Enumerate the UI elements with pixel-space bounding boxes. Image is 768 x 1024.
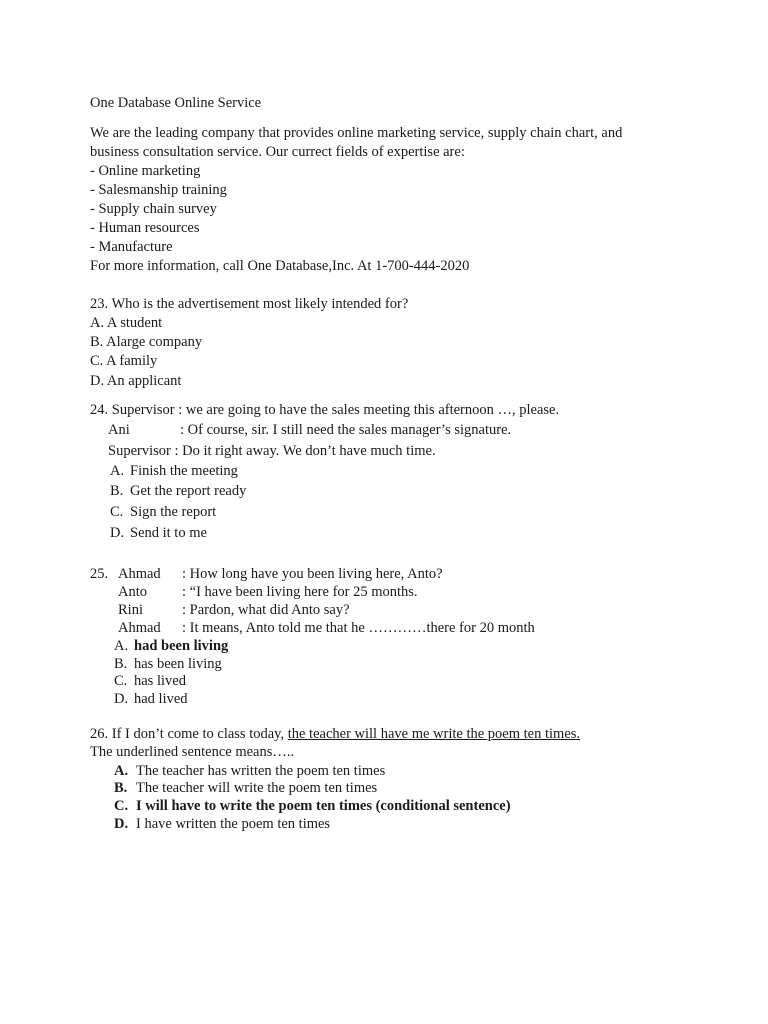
- ad-field-item: - Supply chain survey: [90, 201, 217, 217]
- q25-dialogue-line: [90, 565, 443, 583]
- question-23: 23. Who is the advertisement most likely intended for?: [90, 296, 409, 312]
- ad-contact: For more information, call One Database,Inc. At 1-700-444-2020: [90, 258, 470, 274]
- q26-option-letter: A.: [114, 763, 129, 779]
- q25-speaker: Anto: [118, 584, 147, 600]
- q24-supervisor-line: Supervisor : Do it right away. We don’t have much time.: [108, 443, 436, 459]
- q25-line-text: : It means, Anto told me that he …………there for 20 month: [182, 620, 535, 636]
- q24-option: [110, 462, 238, 480]
- q25-speaker: Ahmad: [118, 620, 161, 636]
- q24-ani-line: [108, 421, 511, 439]
- ad-title: One Database Online Service: [90, 95, 262, 111]
- question-26-line-2: The underlined sentence means…..: [90, 744, 295, 760]
- q25-dialogue-line: [118, 583, 418, 601]
- q25-option-text: has lived: [134, 673, 186, 689]
- ad-intro-line-2: business consultation service. Our currect fields of expertise are:: [90, 144, 465, 160]
- ad-field-item: - Salesmanship training: [90, 182, 227, 198]
- q24-ani-speaker: Ani: [108, 422, 130, 438]
- q25-option-letter: B.: [114, 656, 128, 672]
- q25-option: [114, 655, 222, 673]
- question-24-line-1: 24. Supervisor : we are going to have the sales meeting this afternoon …, please.: [90, 402, 560, 418]
- q26-option: [114, 815, 330, 833]
- ad-field-item: - Manufacture: [90, 239, 173, 255]
- q25-option-text: has been living: [134, 656, 222, 672]
- ad-field-item: - Human resources: [90, 220, 200, 236]
- q24-option-letter: D.: [110, 525, 125, 541]
- q25-option-letter: A.: [114, 638, 129, 654]
- q25-dialogue-line: [118, 601, 350, 619]
- q25-line-text: : How long have you been living here, Anto?: [182, 566, 443, 582]
- q23-option: D. An applicant: [90, 373, 182, 389]
- q25-option-text: had been living: [134, 638, 229, 654]
- q26-option: [114, 779, 377, 797]
- q26-option-letter: B.: [114, 780, 128, 796]
- q25-number: 25.: [90, 566, 109, 582]
- q24-option: [110, 503, 216, 521]
- q24-option: [110, 524, 207, 542]
- q25-line-text: : Pardon, what did Anto say?: [182, 602, 350, 618]
- q25-option: [114, 672, 186, 690]
- q26-option-correct: [114, 797, 511, 815]
- q26-option-letter: D.: [114, 816, 129, 832]
- q23-option: A. A student: [90, 315, 163, 331]
- q26-option-text: I will have to write the poem ten times (conditional sentence): [136, 798, 511, 814]
- q26-option-letter: C.: [114, 798, 129, 814]
- q25-line-text: : “I have been living here for 25 months.: [182, 584, 418, 600]
- q24-ani-text: : Of course, sir. I still need the sales manager’s signature.: [180, 422, 512, 438]
- q25-option-correct: [114, 637, 228, 655]
- q26-option-text: The teacher has written the poem ten times: [136, 763, 386, 779]
- q24-option-letter: A.: [110, 463, 125, 479]
- ad-intro-line-1: We are the leading company that provides online marketing service, supply chain chart, and: [90, 125, 623, 141]
- q25-option: [114, 690, 188, 708]
- q26-option: [114, 762, 385, 780]
- q23-option: B. Alarge company: [90, 334, 203, 350]
- question-26-line-1: [90, 725, 580, 743]
- q26-option-text: The teacher will write the poem ten times: [136, 780, 378, 796]
- q24-option: [110, 482, 246, 500]
- q26-option-text: I have written the poem ten times: [136, 816, 331, 832]
- q26-prefix: 26. If I don’t come to class today,: [90, 726, 288, 742]
- q23-option: C. A family: [90, 353, 158, 369]
- q24-option-letter: C.: [110, 504, 124, 520]
- q25-dialogue-line: [118, 619, 535, 637]
- q24-option-letter: B.: [110, 483, 124, 499]
- q24-option-text: Send it to me: [130, 525, 207, 541]
- q25-speaker: Ahmad: [118, 566, 161, 582]
- q25-option-letter: C.: [114, 673, 128, 689]
- q25-option-letter: D.: [114, 691, 129, 707]
- ad-field-item: - Online marketing: [90, 163, 201, 179]
- q25-option-text: had lived: [134, 691, 188, 707]
- q24-option-text: Sign the report: [130, 504, 217, 520]
- q24-option-text: Finish the meeting: [130, 463, 238, 479]
- q25-speaker: Rini: [118, 602, 143, 618]
- q26-underlined-sentence: the teacher will have me write the poem ten times.: [287, 726, 581, 742]
- q24-option-text: Get the report ready: [130, 483, 247, 499]
